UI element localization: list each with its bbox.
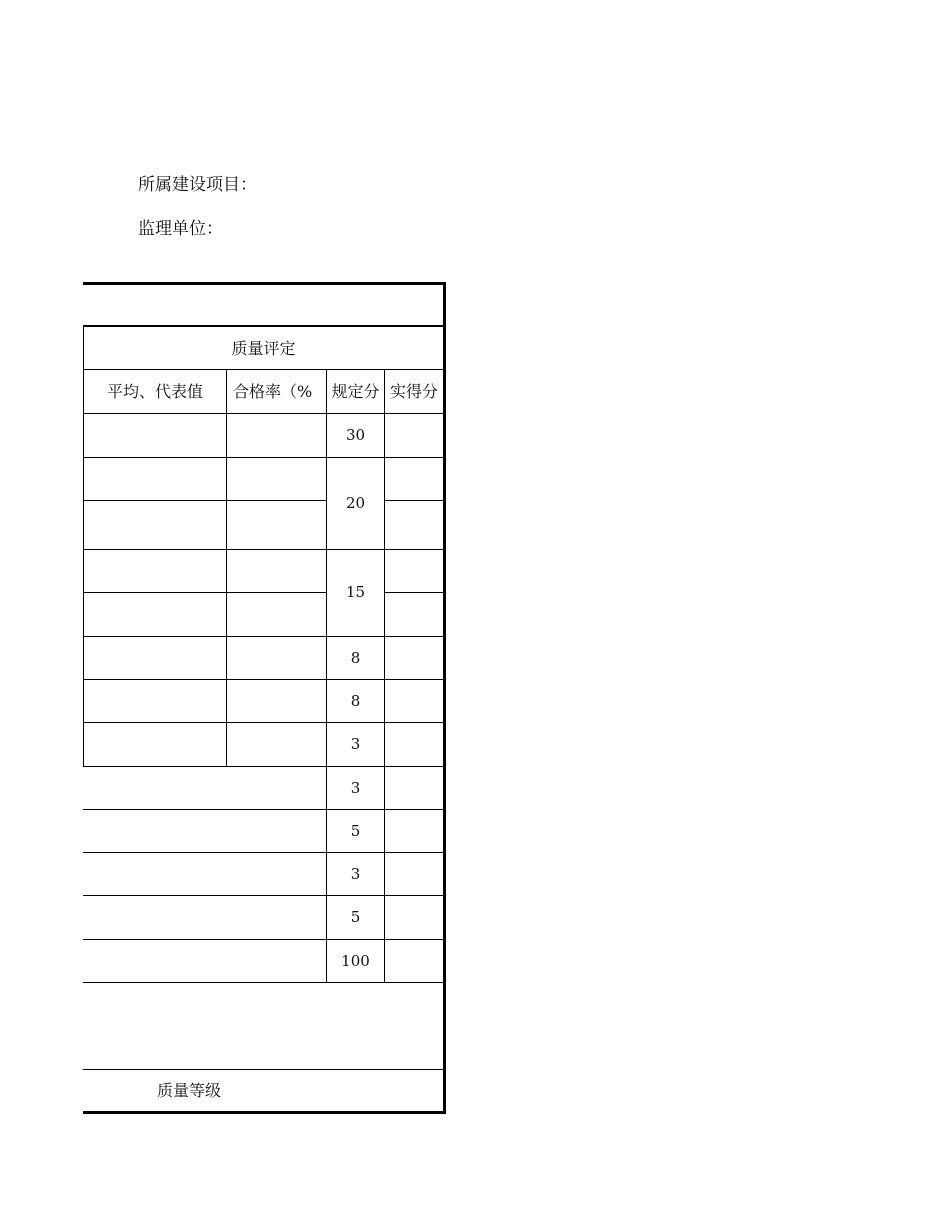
row-line — [83, 722, 446, 723]
score-cell: 3 — [350, 735, 361, 753]
column-line — [326, 370, 327, 982]
row-line — [83, 636, 446, 637]
row-line — [83, 766, 446, 767]
row-line — [83, 1069, 446, 1070]
column-header-divider — [83, 413, 446, 414]
score-cell: 3 — [350, 865, 361, 883]
score-cell: 8 — [350, 692, 361, 710]
score-cell: 3 — [350, 779, 361, 797]
row-line — [83, 809, 446, 810]
column-header-average: 平均、代表值 — [106, 382, 203, 401]
title-row-divider — [83, 325, 446, 327]
table-top-border — [83, 282, 446, 285]
column-header-pass-rate: 合格率（% — [233, 382, 313, 401]
score-cell: 20 — [345, 494, 366, 512]
table-bottom-border — [83, 1111, 446, 1114]
row-line — [384, 500, 446, 501]
total-score-cell: 100 — [341, 952, 370, 970]
score-cell: 15 — [345, 583, 366, 601]
project-label: 所属建设项目： — [138, 175, 257, 195]
quality-grade-label: 质量等级 — [156, 1081, 221, 1100]
row-line — [384, 592, 446, 593]
row-line — [83, 500, 327, 501]
row-line — [83, 939, 446, 940]
row-line — [83, 982, 446, 983]
column-line — [226, 370, 227, 766]
row-line — [83, 457, 446, 458]
supervisor-label: 监理单位： — [138, 219, 223, 239]
row-line — [83, 679, 446, 680]
group-header-divider — [83, 369, 446, 370]
column-line — [384, 370, 385, 982]
row-line — [83, 592, 327, 593]
column-header-specified-score: 规定分 — [331, 382, 380, 401]
score-cell: 30 — [345, 426, 366, 444]
row-line — [83, 549, 446, 550]
column-header-actual-score: 实得分 — [389, 382, 438, 401]
score-cell: 5 — [350, 822, 361, 840]
row-line — [83, 895, 446, 896]
row-line — [83, 852, 446, 853]
table-right-border — [443, 282, 446, 1114]
score-cell: 5 — [350, 908, 361, 926]
score-cell: 8 — [350, 649, 361, 667]
group-header-cell: 质量评定 — [231, 339, 296, 358]
